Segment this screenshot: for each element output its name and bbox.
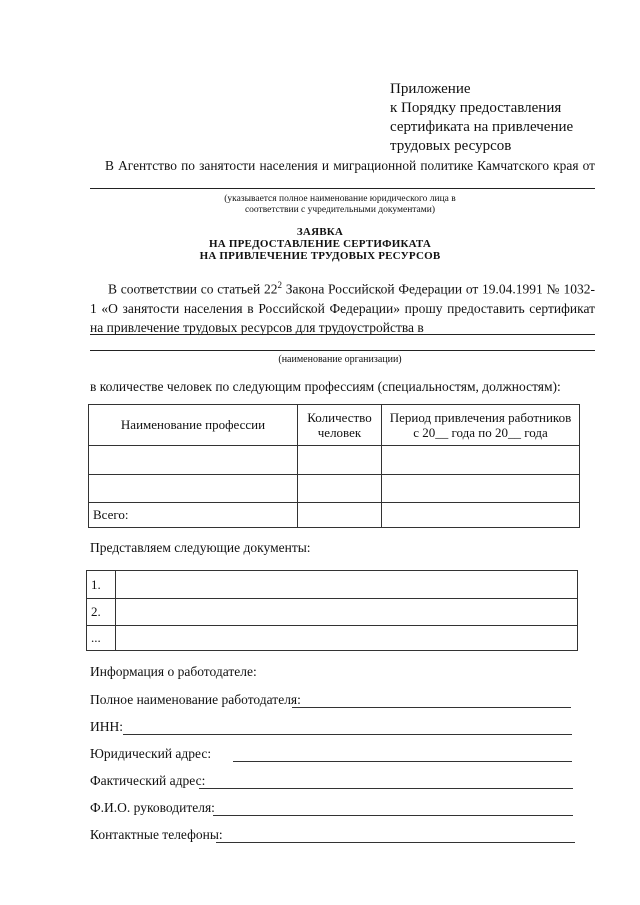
para-superscript: 2 [277,280,282,290]
total-quantity-cell[interactable] [298,503,382,528]
agency-line: В Агентство по занятости населения и миграционной политике Камчатского края от [105,158,595,173]
document-cell[interactable] [116,599,578,626]
appendix-line-3: сертификата на привлечение [390,119,574,135]
header-period [382,405,580,446]
phones-field[interactable] [216,842,575,843]
documents-heading: Представляем следующие документы: [90,540,311,555]
document-row [87,599,578,626]
header-period-line-1: Период привлечения работников [389,410,572,425]
inn-label: ИНН: [90,719,123,734]
document-cell[interactable] [116,626,578,651]
legal-address-field[interactable] [233,761,572,762]
title-line-2: НА ПРЕДОСТАВЛЕНИЕ СЕРТИФИКАТА [209,238,431,250]
employer-full-name-label: Полное наименование работодателя: [90,692,301,707]
form-title [150,226,490,262]
header-quantity-line-2: человек [317,425,362,440]
document-row [87,626,578,651]
profession-cell[interactable] [89,446,298,475]
inn-field[interactable] [123,734,572,735]
organization-note: (наименование организации) [278,354,402,365]
table-header-row [89,405,580,446]
para-part-2: Закона Российской Федерации от 19.04.1991 № 1032-1 «О занятости населения в Российской Федерации» прошу предоставить сертификат на привлечение трудовых ресурсов для трудоустройства в [90,281,596,335]
organization-line-2[interactable] [90,350,595,351]
appendix-line-2: к Порядку предоставления [390,100,562,116]
documents-table [86,570,578,651]
organization-line-1[interactable] [90,334,595,335]
legal-note-line-2: соответствии с учредительными документами) [244,205,436,215]
company-name-line[interactable] [90,188,595,189]
employer-heading: Информация о работодателе: [90,664,257,679]
employer-full-name-field[interactable] [292,707,571,708]
director-label: Ф.И.О. руководителя: [90,800,215,815]
period-cell[interactable] [382,475,580,503]
title-line-3: НА ПРИВЛЕЧЕНИЕ ТРУДОВЫХ РЕСУРСОВ [199,250,441,262]
legal-address-label: Юридический адрес: [90,746,212,761]
request-paragraph [90,276,595,337]
quantity-cell[interactable] [298,475,382,503]
director-field[interactable] [213,815,573,816]
document-number: 2. [87,599,116,626]
profession-cell[interactable] [89,475,298,503]
title-line-1: ЗАЯВКА [296,226,344,238]
table-total-row [89,503,580,528]
legal-entity-note [190,194,490,216]
appendix-line-4: трудовых ресурсов [390,138,512,154]
phones-label: Контактные телефоны: [90,827,223,842]
appendix-block [390,80,573,156]
document-number: ... [87,626,116,651]
document-cell[interactable] [116,571,578,599]
total-period-cell[interactable] [382,503,580,528]
header-period-line-2: с 20__ года по 20__ года [413,425,548,440]
period-cell[interactable] [382,446,580,475]
document-number: 1. [87,571,116,599]
document-row [87,571,578,599]
quantity-line: в количестве человек по следующим профессиям (специальностям, должностям): [90,379,561,394]
quantity-cell[interactable] [298,446,382,475]
para-part-1: В соответствии со статьей 22 [108,281,278,297]
header-quantity-line-1: Количество [307,410,372,425]
actual-address-field[interactable] [199,788,573,789]
header-profession: Наименование профессии [89,405,298,446]
table-row [89,475,580,503]
total-label: Всего: [89,503,298,528]
legal-note-line-1: (указывается полное наименование юридического лица в [224,194,456,204]
professions-table [88,404,580,528]
header-quantity [298,405,382,446]
table-row [89,446,580,475]
actual-address-label: Фактический адрес: [90,773,206,788]
appendix-line-1: Приложение [390,81,471,97]
